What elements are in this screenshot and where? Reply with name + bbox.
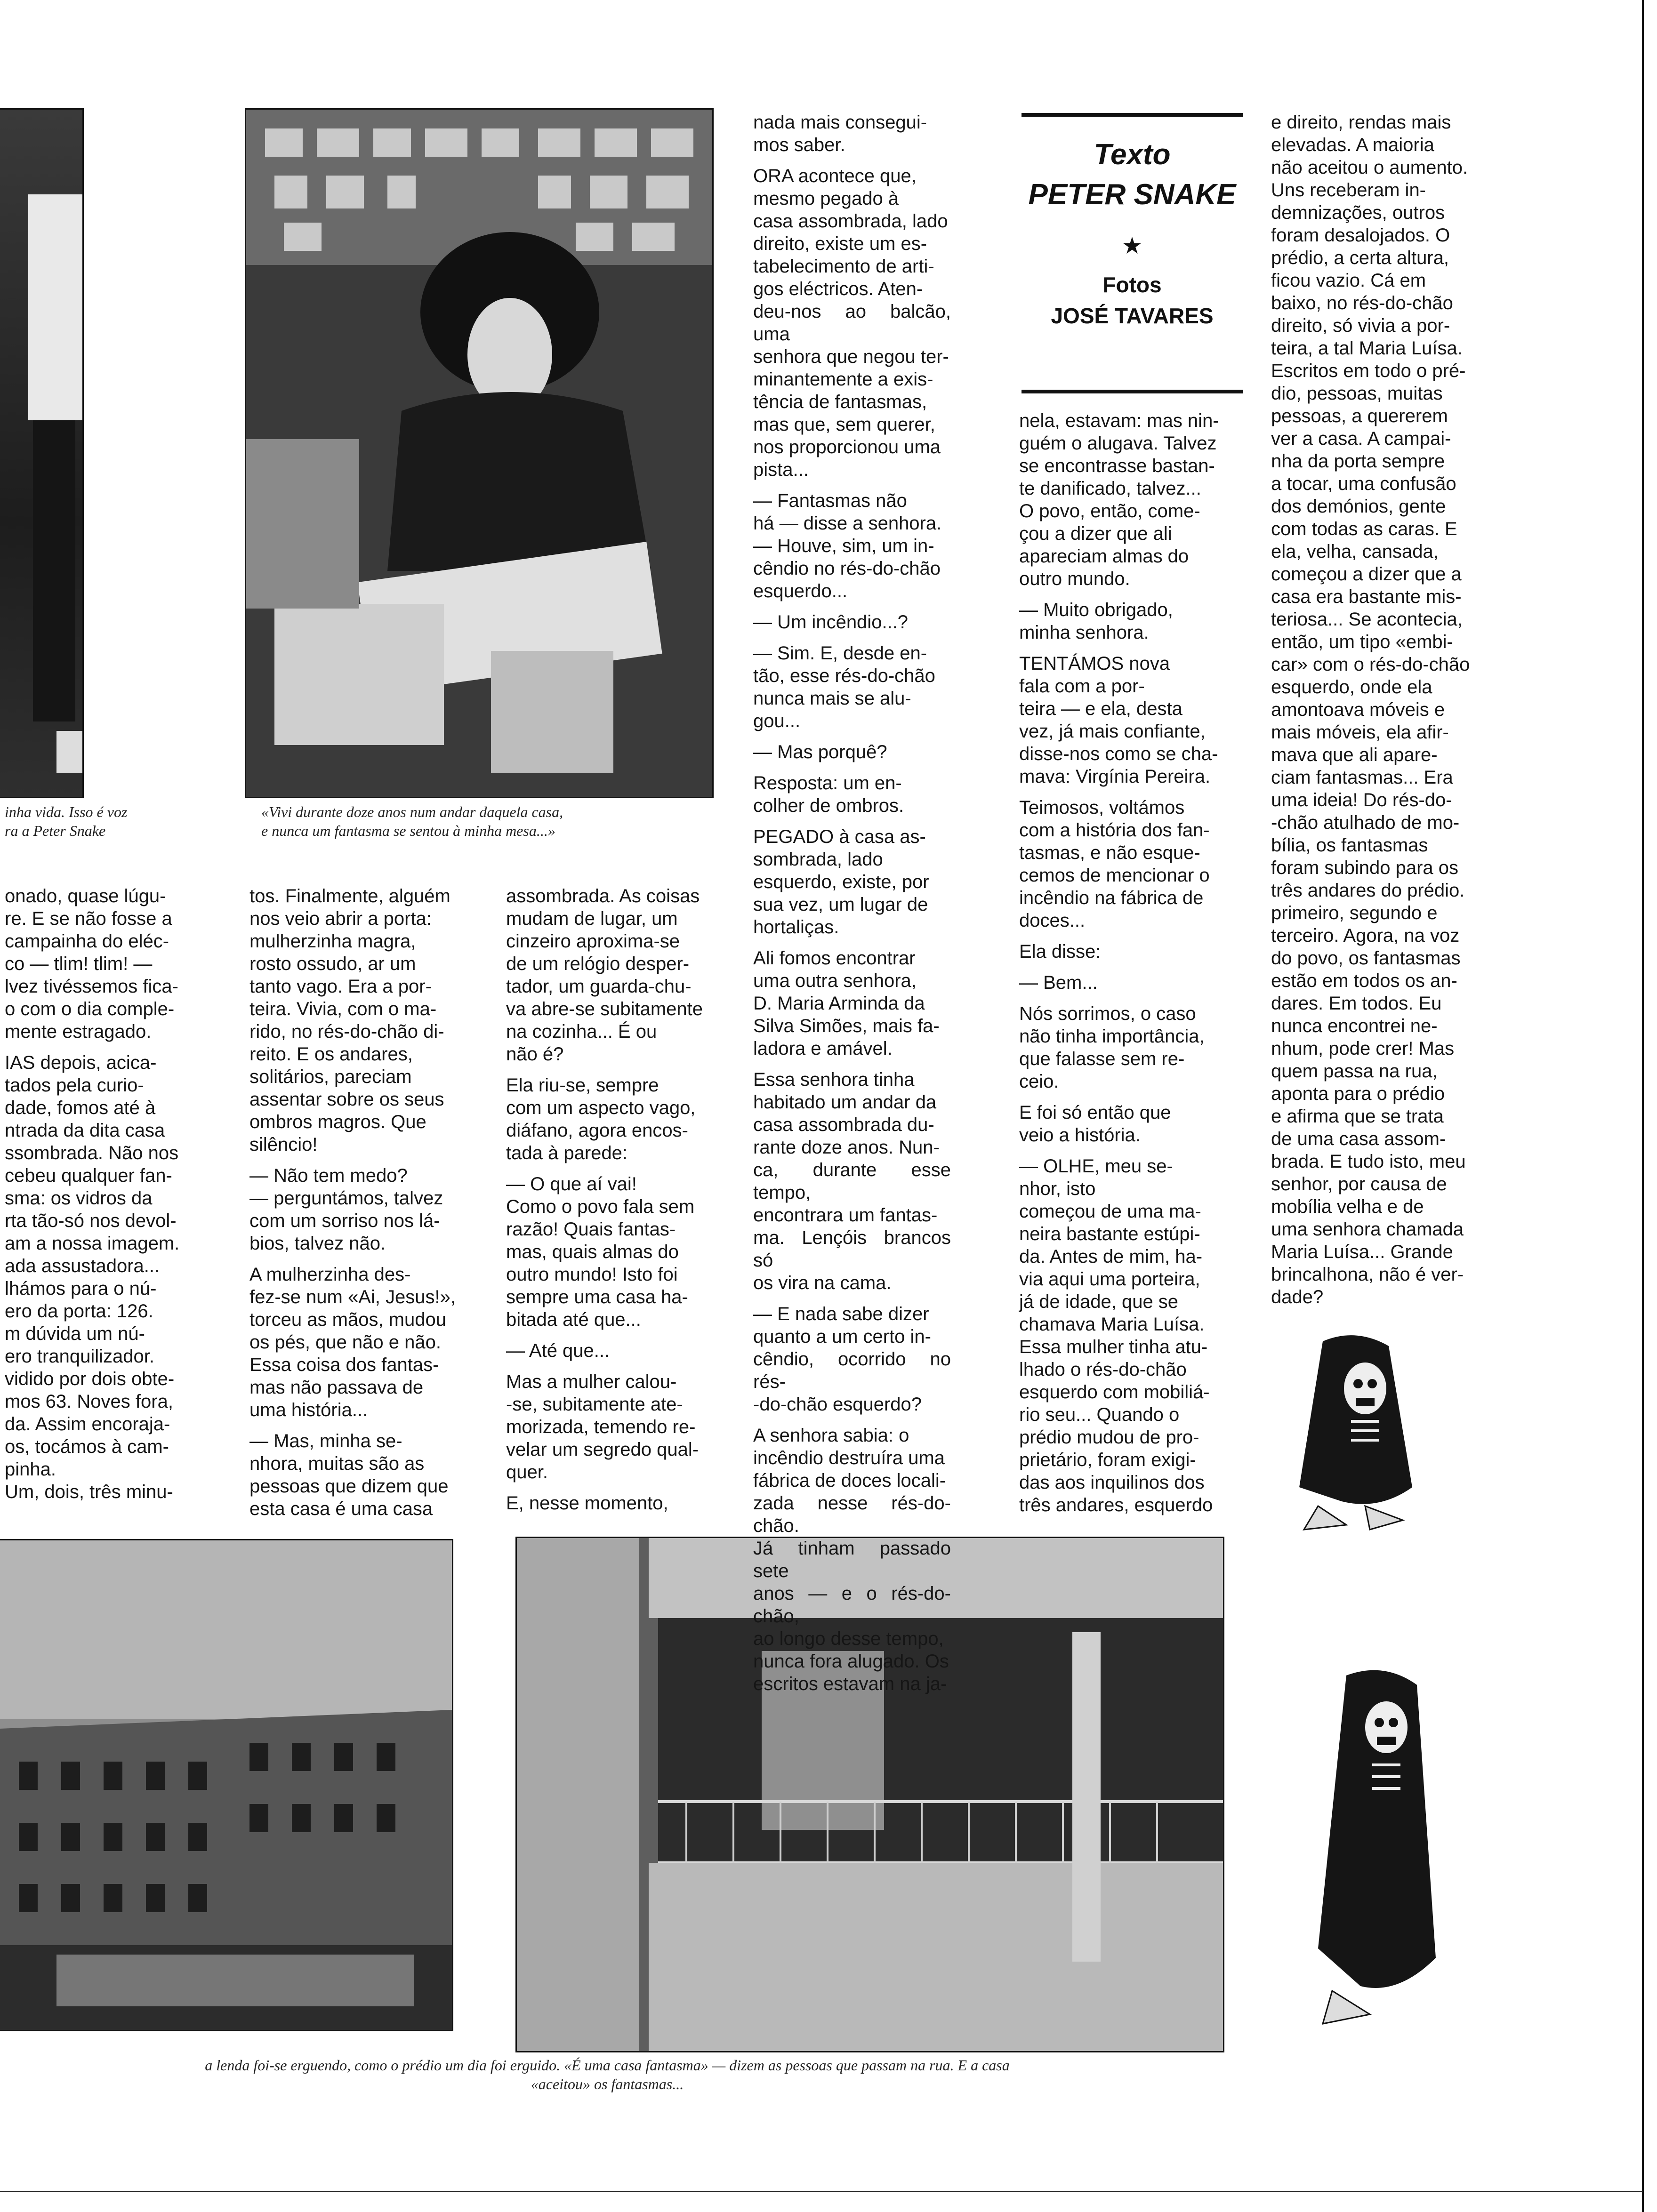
paragraph: — Não tem medo? — perguntámos, talvez com um sorriso nos lá- bios, talvez não. [249, 1165, 443, 1254]
paragraph: — Um incêndio...? [753, 612, 909, 633]
credits-photo-label: Fotos [1102, 272, 1162, 297]
paragraph: A mulherzinha des- fez-se num «Ai, Jesus!», torceu as mãos, mudou os pés, que não e não. Essa coisa dos fantas- mas não passava de uma história... [249, 1264, 456, 1420]
credits-separator: ★ [1123, 234, 1142, 257]
article-column-4 [1019, 409, 1236, 1525]
paragraph: — Até que... [506, 1340, 610, 1361]
credits-text-label: Texto [1094, 138, 1171, 171]
paragraph: TENTÁMOS nova fala com a por- teira — e ela, desta vez, já mais confiante, disse-nos como se cha- mava: Virgínia Pereira. [1019, 653, 1218, 787]
caption-shop-photo: «Vivi durante doze anos num andar daquela casa, e nunca um fantasma se sentou à minha mesa...» [261, 803, 563, 839]
paragraph: tos. Finalmente, alguém nos veio abrir a porta: mulherzinha magra, rosto ossudo, ar um tanto vago. Era a por- teira. Vivia, com o ma- rido, no rés-do-chão di- reito. E os andares, solitários, pareciam assentar sobre os seus ombros magros. Que silêncio! [249, 886, 450, 1155]
article-column-lower-3 [506, 885, 713, 1523]
paragraph: assombrada. As coisas mudam de lugar, um cinzeiro aproxima-se de um relógio desper- tador, um guarda-chu- va abre-se subitamente na cozinha... É ou não é? [506, 886, 703, 1065]
paragraph: ORA acontece que, mesmo pegado à casa assombrada, lado direito, existe um es- tabelecimento de arti- gos eléctricos. Aten- deu-nos ao balcão, uma senhora que negou ter- minantemente a exis- tência de fantasmas, mas que, sem querer, nos proporcionou uma pista... [753, 166, 951, 480]
paragraph: Teimosos, voltámos com a história dos fan- tasmas, e não esque- cemos de mencionar o incêndio na fábrica de doces... [1019, 797, 1210, 931]
paragraph: — Muito obrigado, minha senhora. [1019, 600, 1173, 643]
paragraph: — Mas, minha se- nhora, muitas são as pessoas que dizem que esta casa é uma casa [249, 1431, 449, 1519]
photo-building-facade [0, 1539, 453, 2031]
skeleton-illustration-top [1285, 1332, 1422, 1539]
paragraph: nela, estavam: mas nin- guém o alugava. Talvez se encontrasse bastan- te danificado, talvez... O povo, então, come- çou a dizer que ali apareciam almas do outro mundo. [1019, 410, 1219, 589]
paragraph: Nós sorrimos, o caso não tinha importância, que falasse sem re- ceio. [1019, 1003, 1205, 1092]
paragraph: — O que aí vai! Como o povo fala sem razão! Quais fantas- mas, quais almas do outro mundo! Isto foi sempre uma casa ha- bitada até que... [506, 1174, 695, 1330]
paragraph: — Mas porquê? [753, 742, 887, 762]
paragraph: Ela disse: [1019, 941, 1101, 962]
caption-bottom-photos: a lenda foi-se erguendo, como o prédio um dia foi erguido. «É uma casa fantasma» — dizem as pessoas que passam na rua. E a casa «aceitou» os fantasmas... [205, 2057, 1010, 2092]
right-page-rule [1642, 0, 1644, 2212]
paragraph: — E nada sabe dizer quanto a um certo in- cêndio, ocorrido no rés- -do-chão esquerdo? [753, 1304, 951, 1415]
article-column-lower-1 [5, 885, 202, 1512]
paragraph: Resposta: um en- colher de ombros. [753, 773, 904, 816]
paragraph: Ali fomos encontrar uma outra senhora, D. Maria Arminda da Silva Simões, mais fa- ladora e amável. [753, 948, 940, 1059]
paragraph: — Fantasmas não há — disse a senhora. — Houve, sim, um in- cêndio no rés-do-chão esquerdo... [753, 490, 942, 601]
paragraph: nada mais consegui- mos saber. [753, 112, 927, 155]
credits-box [1022, 113, 1243, 393]
paragraph: — Sim. E, desde en- tão, esse rés-do-chão nunca mais se alu- gou... [753, 643, 935, 731]
paragraph: Mas a mulher calou- -se, subitamente ate- morizada, temendo re- velar um segredo qual- quer. [506, 1371, 699, 1483]
article-column-5 [1271, 111, 1492, 1317]
paragraph: onado, quase lúgu- re. E se não fosse a campainha do eléc- co — tlim! tlim! — lvez tivéssemos fica- o com o dia comple- mente estragado. [5, 886, 178, 1042]
article-column-lower-2 [249, 885, 457, 1529]
paragraph: Essa senhora tinha habitado um andar da casa assombrada du- rante doze anos. Nun- ca, durante esse tempo, encontrara um fantas- ma. Lençóis brancos só os vira na cama. [753, 1069, 951, 1293]
paragraph: Ela riu-se, sempre com um aspecto vago, diáfano, agora encos- tada à parede: [506, 1075, 696, 1163]
skeleton-illustration-bottom [1304, 1666, 1445, 2033]
article-column-upper-3 [753, 111, 951, 1704]
paragraph: e direito, rendas mais elevadas. A maioria não aceitou o aumento. Uns receberam in- demnizações, outros foram desalojados. O prédio, a certa altura, ficou vazio. Cá em baixo, no rés-do-chão direito, só vivia a por- teira, a tal Maria Luísa. Escritos em todo o pré- dio, pessoas, muitas pessoas, a quererem ver a casa. A campai- nha da porta sempre a tocar, uma confusão dos demónios, gente com todas as caras. E ela, velha, cansada, começou a dizer que a casa era bastante mis- teriosa... Se acontecia, então, um tipo «embi- car» com o rés-do-chão esquerdo, onde ela amontoava móveis e mais móveis, ela afir- mava que ali apare- ciam fantasmas... Era uma ideia! Do rés-do- -chão atulhado de mo- bília, os fantasmas foram subindo para os três andares do prédio. primeiro, segundo e terceiro. Agora, na voz do povo, os fantasmas estão em todos os an- dares. Em todos. Eu nunca encontrei ne- nhum, pode crer! Mas quem passa na rua, aponta para o prédio e afirma que se trata de uma casa assom- brada. E tudo isto, meu senhor, por causa de mobília velha e de uma senhora chamada Maria Luísa... Grande brincalhona, não é ver- dade? [1271, 112, 1470, 1307]
paragraph: — OLHE, meu se- nhor, isto começou de uma ma- neira bastante estúpi- da. Antes de mim, ha- via aqui uma porteira, já de idade, que se chamava Maria Luísa. Essa mulher tinha atu- lhado o rés-do-chão esquerdo com mobiliá- rio seu... Quando o prédio mudou de pro- prietário, foram exigi- das aos inquilinos dos três andares, esquerdo [1019, 1156, 1213, 1515]
caption-left-photo: inha vida. Isso é voz ra a Peter Snake [5, 803, 128, 839]
photo-shop-woman [245, 108, 714, 798]
paragraph: — Bem... [1019, 972, 1098, 993]
credits-photo-author: JOSÉ TAVARES [1051, 304, 1214, 328]
paragraph: E foi só então que veio a história. [1019, 1102, 1171, 1146]
paragraph: A senhora sabia: o incêndio destruíra uma fábrica de doces locali- zada nesse rés-do-chão. Já tinham passado sete anos — e o rés-do-chão, ao longo desse tempo, nunca fora alugado. Os escritos estavam na ja- [753, 1425, 951, 1694]
paragraph: PEGADO à casa as- sombrada, lado esquerdo, existe, por sua vez, um lugar de hortaliças. [753, 826, 929, 938]
photo-man-in-doorway [0, 108, 84, 798]
paragraph: IAS depois, acica- tados pela curio- dade, fomos até à ntrada da dita casa ssombrada. Não nos cebeu qualquer fan- sma: os vidros da rta tão-só nos devol- am a nossa imagem. ada assustadora... lhámos para o nú- ero da porta: 126. m dúvida um nú- ero tranquilizador. vidido por dois obte- mos 63. Noves fora, da. Assim encoraja- os, tocámos à cam- pinha. Um, dois, três minu- [5, 1052, 180, 1502]
paragraph: E, nesse momento, [506, 1493, 668, 1514]
credits-text-author: PETER SNAKE [1028, 178, 1236, 211]
bottom-page-rule [0, 2191, 1643, 2192]
